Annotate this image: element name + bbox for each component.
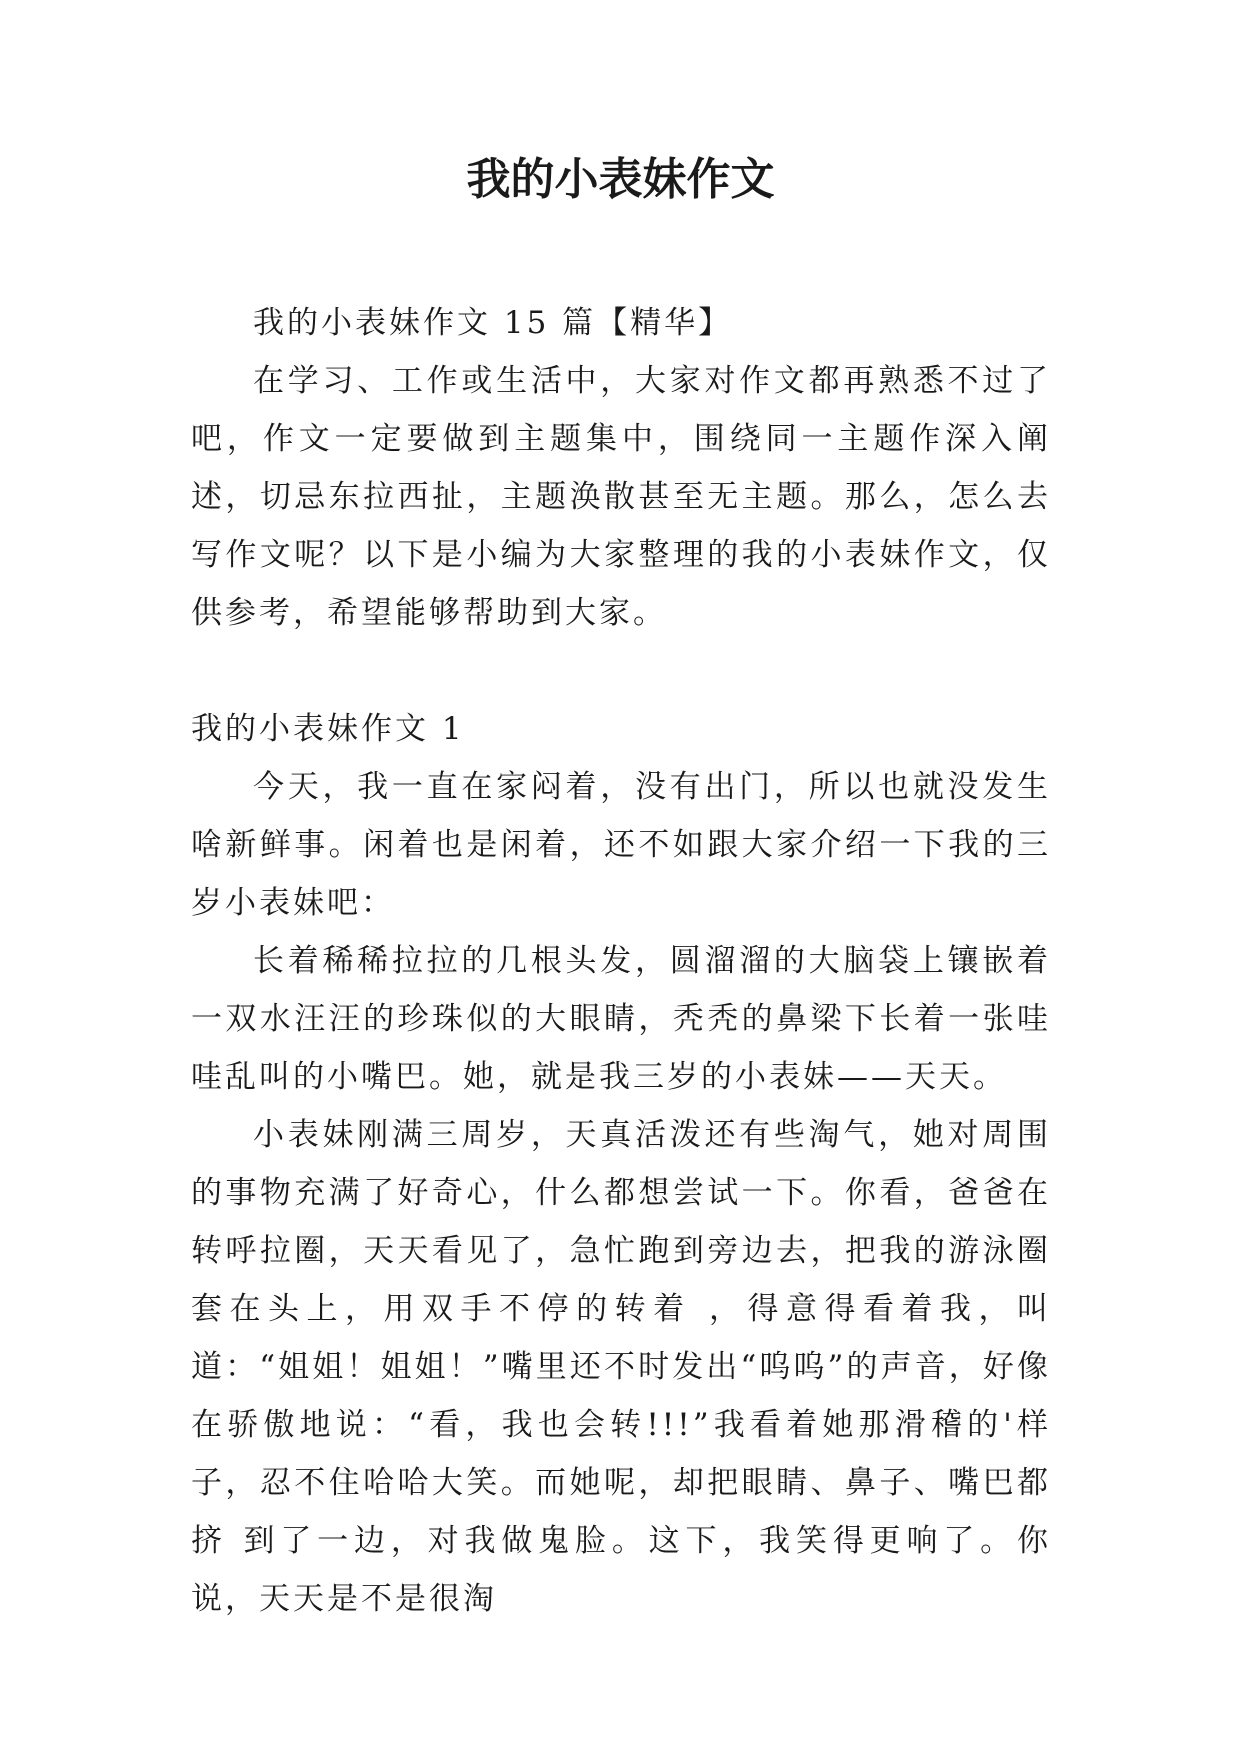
body-paragraph: 长着稀稀拉拉的几根头发，圆溜溜的大脑袋上镶嵌着一双水汪汪的珍珠似的大眼睛，秃秃的鼻梁下长着一张哇哇乱叫的小嘴巴。她，就是我三岁的小表妹——天天。 [191, 943, 1051, 1095]
document-subtitle: 我的小表妹作文 15 篇【精华】 [253, 305, 733, 341]
body-paragraph: 今天，我一直在家闷着，没有出门，所以也就没发生啥新鲜事。闲着也是闲着，还不如跟大家介绍一下我的三岁小表妹吧： [191, 769, 1051, 921]
body-paragraph: 小表妹刚满三周岁，天真活泼还有些淘气，她对周围的事物充满了好奇心，什么都想尝试一下。你看，爸爸在转呼拉圈，天天看见了，急忙跑到旁边去，把我的游泳圈套在头上，用双手不停的转着 ，得意得看着我，叫道：“姐姐！姐姐！”嘴里还不时发出“呜呜”的声音，好像在骄傲地说：“看，我也会转!!!”我看着她那滑稽的'样子，忍不住哈哈大笑。而她呢，却把眼睛、鼻子、嘴巴都挤 到了一边，对我做鬼脸。这下，我笑得更响了。你说，天天是不是很淘 [191, 1117, 1051, 1617]
document-title: 我的小表妹作文 [466, 154, 775, 205]
document-body [191, 294, 1051, 1628]
section-heading: 我的小表妹作文 1 [191, 711, 465, 747]
intro-paragraph: 在学习、工作或生活中，大家对作文都再熟悉不过了吧，作文一定要做到主题集中，围绕同一主题作深入阐述，切忌东拉西扯，主题涣散甚至无主题。那么，怎么去写作文呢？以下是小编为大家整理的我的小表妹作文，仅供参考，希望能够帮助到大家。 [191, 363, 1051, 631]
